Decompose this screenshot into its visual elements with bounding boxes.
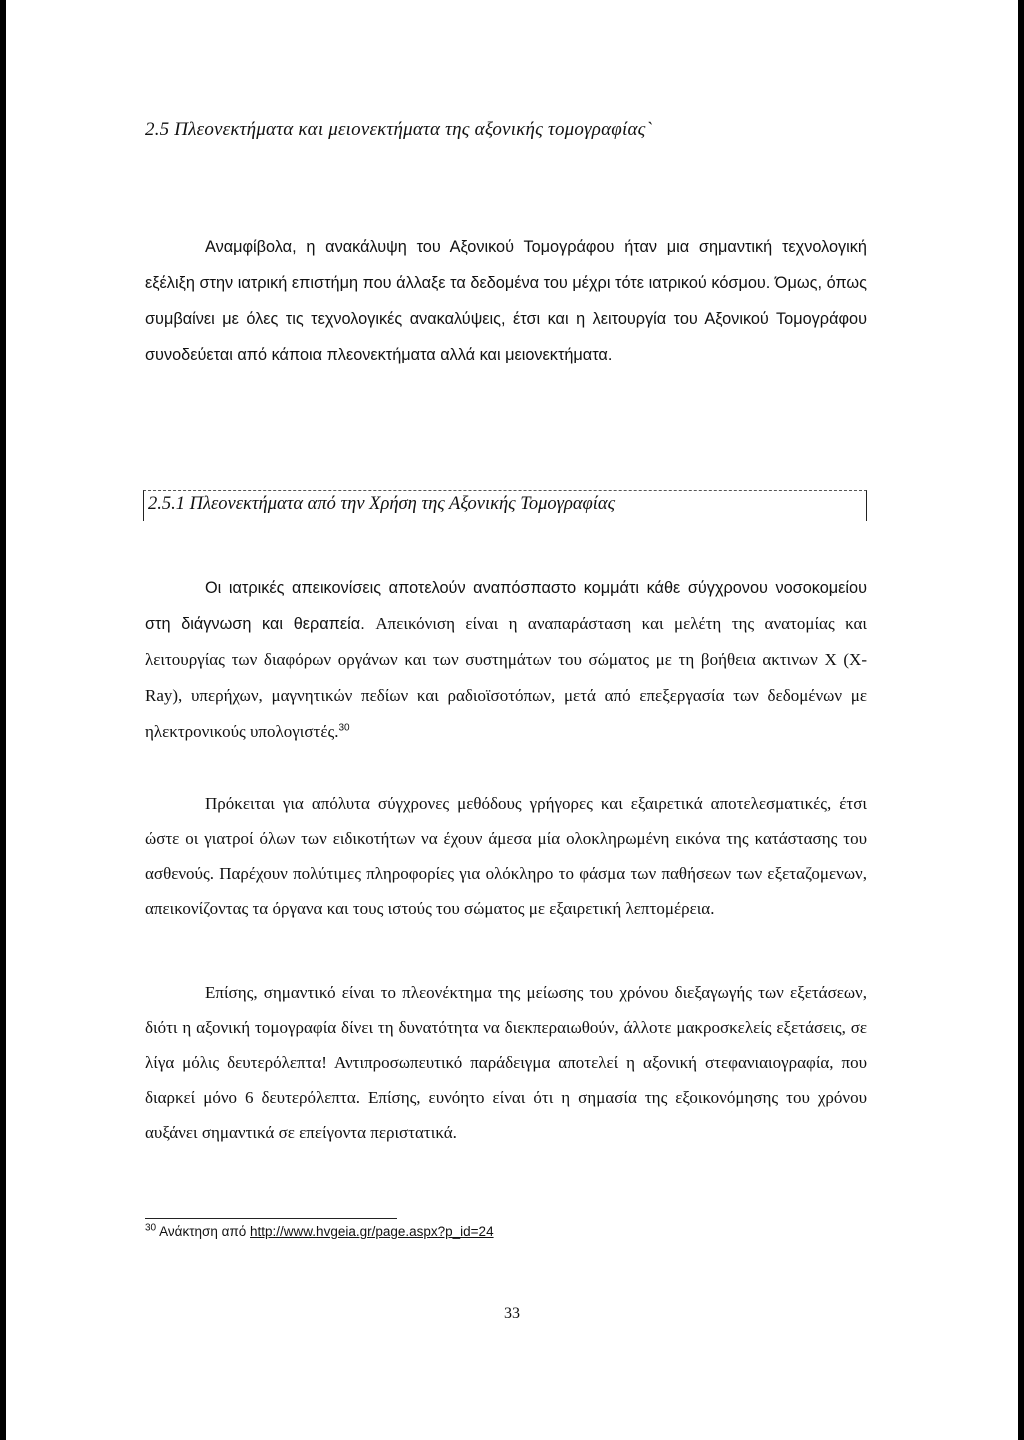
paragraph-2-block <box>145 786 867 926</box>
scan-edge-left <box>0 0 6 1440</box>
paragraph-3-block <box>145 975 867 1150</box>
page-number: 33 <box>504 1305 520 1322</box>
paragraph-1-block <box>145 570 867 750</box>
paragraph-2: Πρόκειται για απόλυτα σύγχρονες μεθόδους γρήγορες και εξαιρετικά αποτελεσματικές, έτσι ώστε οι γιατροί όλων των ειδικοτήτων να έχουν άμεσα μία ολοκληρωμένη εικόνα της κατάστασης του ασθενούς. Παρέχουν πολύτιμες πληροφορίες για ολόκληρο το φάσμα των παθήσεων των εξεταζομενων, απεικονίζοντας τα όργανα και τους ιστούς του σώματος με εξαιρετική λεπτομέρεια. <box>145 794 867 918</box>
paragraph-1 <box>145 570 867 750</box>
footnote-divider <box>145 1218 397 1219</box>
paragraph-1-serif-text: Απεικόνιση είναι η αναπαράσταση και μελέτη της ανατομίας και λειτουργίας των διαφόρων οργάνων και των συστημάτων του σώματος με τη βοήθεια ακτινων X (X-Ray), υπερήχων, μαγνητικών πεδίων και ραδιοϊσοτόπων, μετά από επεξεργασία των δεδομένων με ηλεκτρονικούς υπολογιστές. <box>145 614 867 741</box>
intro-paragraph: Αναμφίβολα, η ανακάλυψη του Αξονικού Τομογράφου ήταν μια σημαντική τεχνολογική εξέλιξη στην ιατρική επιστήμη που άλλαξε τα δεδομένα του μέχρι τότε ιατρικού κόσμου. Όμως, όπως συμβαίνει με όλες τις τεχνολογικές ανακαλύψεις, έτσι και η λειτουργία του Αξονικού Τομογράφου συνοδεύεται από κάποια πλεονεκτήματα αλλά και μειονεκτήματα. <box>145 238 867 364</box>
scan-edge-right <box>1018 0 1024 1440</box>
paragraph-1-sans-text: Οι ιατρικές απεικονίσεις αποτελούν αναπόσπαστο κομμάτι κάθε σύγχρονου νοσοκομείου στη διάγνωση και θεραπεία. <box>145 579 867 633</box>
intro-block <box>145 229 867 373</box>
footnote-number: 30 <box>145 1222 157 1234</box>
footnote-reference: 30 <box>338 722 350 734</box>
footnote-link[interactable]: http://www.hvgeia.gr/page.aspx?p_id=24 <box>250 1224 494 1239</box>
section-heading: 2.5 Πλεονεκτήματα και μειονεκτήματα της αξονικής τομογραφίας` <box>145 119 653 140</box>
paragraph-3: Επίσης, σημαντικό είναι το πλεονέκτημα της μείωσης του χρόνου διεξαγωγής των εξετάσεων, διότι η αξονική τομογραφία δίνει τη δυνατότητα να διεκπεραιωθούν, άλλοτε μακροσκελείς εξετάσεις, σε λίγα μόλις δευτερόλεπτα! Αντιπροσωπευτικό παράδειγμα αποτελεί η αξονική στεφανιαιογραφία, που διαρκεί μόνο 6 δευτερόλεπτα. Επίσης, ευνόητο είναι ότι η σημασία της εξοικονόμησης του χρόνου αυξάνει σημαντικά σε επείγοντα περιστατικά. <box>145 983 867 1142</box>
subsection-heading: 2.5.1 Πλεονεκτήματα από την Χρήση της Αξονικής Τομογραφίας <box>148 494 616 514</box>
footnote-text: Ανάκτηση από <box>159 1224 247 1239</box>
footnote <box>145 1224 494 1239</box>
